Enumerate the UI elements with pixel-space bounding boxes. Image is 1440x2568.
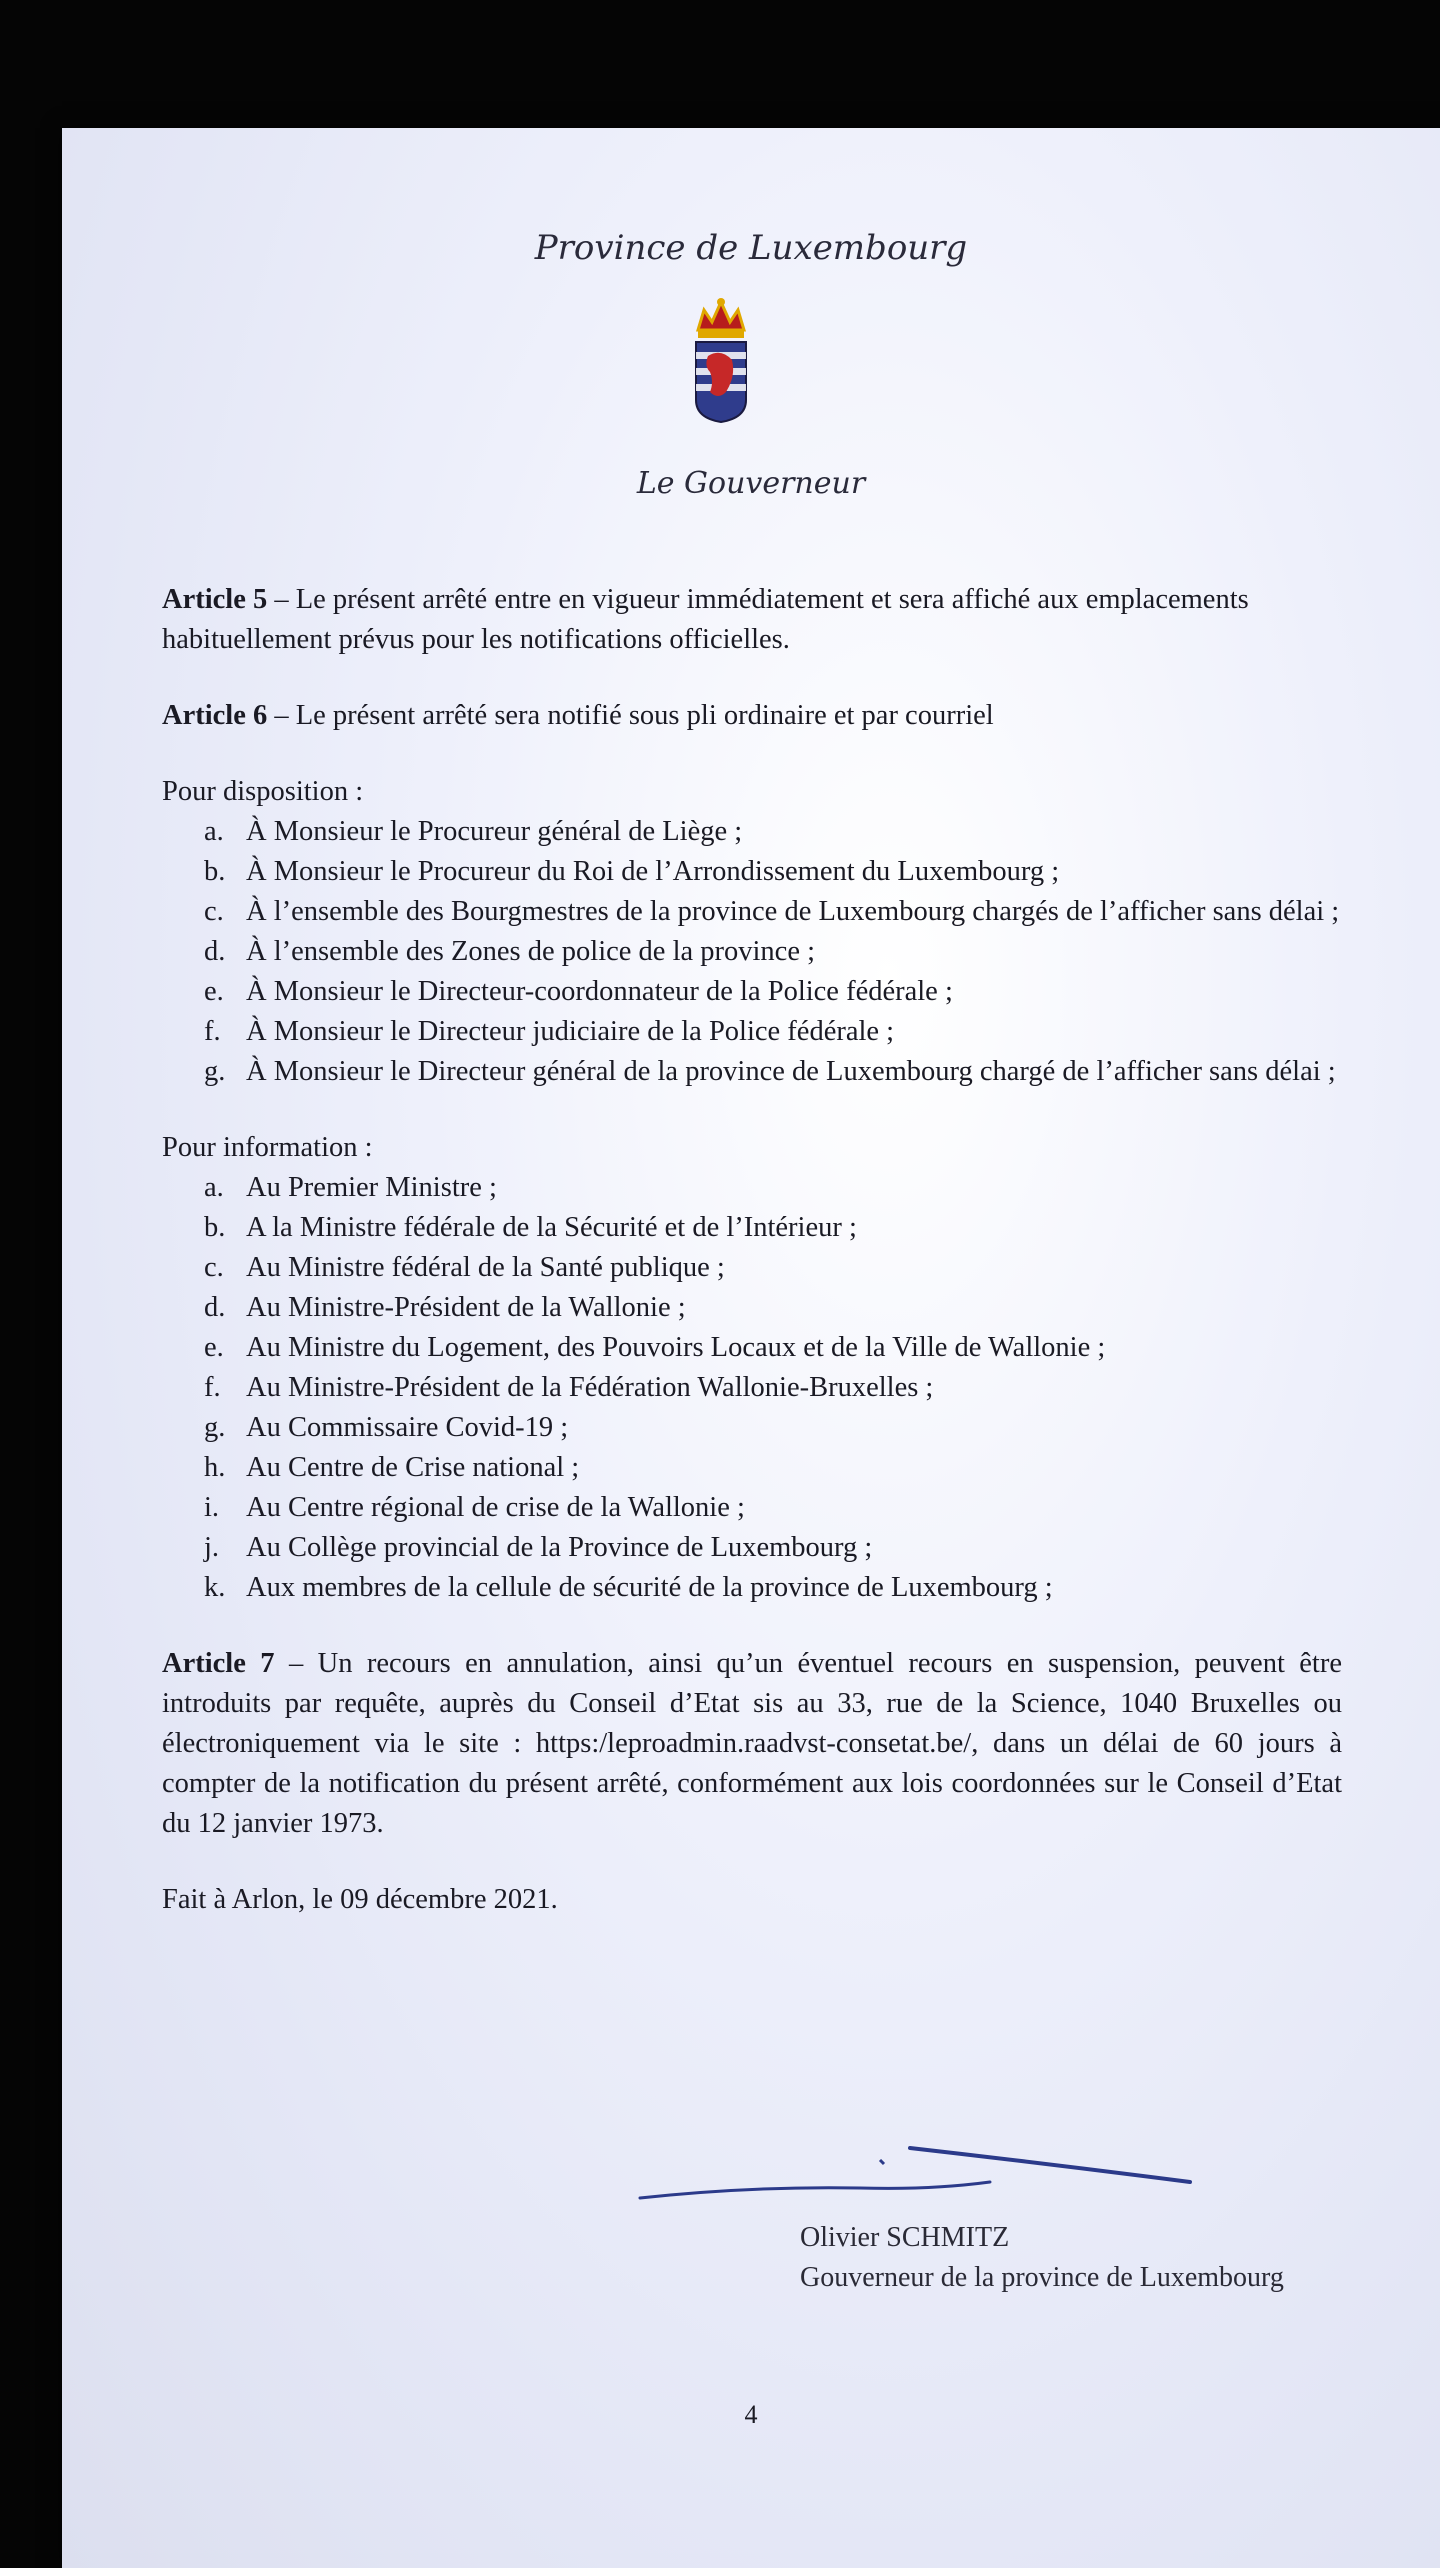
page-number: 4 bbox=[744, 2400, 758, 2429]
list-item bbox=[204, 892, 1342, 932]
article-6-label: Article 6 bbox=[162, 700, 268, 731]
list-item bbox=[204, 972, 1342, 1012]
list-letter: e. bbox=[204, 976, 224, 1007]
list-item bbox=[204, 1448, 1342, 1488]
list-letter: g. bbox=[204, 1412, 226, 1443]
article-6 bbox=[162, 696, 1342, 736]
article-5 bbox=[162, 580, 1342, 660]
closing-line: Fait à Arlon, le 09 décembre 2021. bbox=[162, 1884, 558, 1915]
disposition-list bbox=[162, 812, 1342, 1092]
information-list bbox=[162, 1168, 1342, 1608]
list-text: À Monsieur le Procureur du Roi de l’Arrondissement du Luxembourg ; bbox=[246, 856, 1060, 887]
document-page bbox=[62, 128, 1440, 2568]
disposition-title: Pour disposition : bbox=[162, 776, 364, 807]
governor-heading: Le Gouverneur bbox=[636, 466, 866, 501]
list-text: À Monsieur le Directeur judiciaire de la Police fédérale ; bbox=[246, 1016, 895, 1047]
list-text: Au Ministre fédéral de la Santé publique ; bbox=[246, 1252, 725, 1283]
list-item bbox=[204, 932, 1342, 972]
list-letter: f. bbox=[204, 1372, 221, 1403]
list-item bbox=[204, 812, 1342, 852]
article-7-text: – Un recours en annulation, ainsi qu’un éventuel recours en suspension, peuvent être introduits par requête, auprès du Conseil d’Etat sis au 33, rue de la Science, 1040 Bruxelles ou électroniquement via le site : https:/leproadmin.raadvst-consetat.be/, dans un délai de 60 jours à compter de la notification du présent arrêté, conformément aux lois coordonnées sur le Conseil d’Etat du 12 janvier 1973. bbox=[162, 1648, 1342, 1839]
province-heading: Province de Luxembourg bbox=[534, 228, 968, 268]
list-item bbox=[204, 852, 1342, 892]
list-text: Aux membres de la cellule de sécurité de la province de Luxembourg ; bbox=[246, 1572, 1053, 1603]
list-letter: b. bbox=[204, 856, 226, 887]
list-text: Au Centre régional de crise de la Wallonie ; bbox=[246, 1492, 745, 1523]
list-item bbox=[204, 1052, 1342, 1092]
signatory-title: Gouverneur de la province de Luxembourg bbox=[800, 2262, 1284, 2293]
list-letter: b. bbox=[204, 1212, 226, 1243]
list-letter: g. bbox=[204, 1056, 226, 1087]
article-5-text: – Le présent arrêté entre en vigueur immédiatement et sera affiché aux emplacements habituellement prévus pour les notifications officielles. bbox=[162, 584, 1249, 655]
list-text: Au Premier Ministre ; bbox=[246, 1172, 497, 1203]
coat-of-arms-icon bbox=[688, 296, 754, 424]
list-item bbox=[204, 1488, 1342, 1528]
list-text: À Monsieur le Procureur général de Liège ; bbox=[246, 816, 743, 847]
list-letter: k. bbox=[204, 1572, 226, 1603]
list-letter: d. bbox=[204, 1292, 226, 1323]
article-5-label: Article 5 bbox=[162, 584, 268, 615]
list-text: A la Ministre fédérale de la Sécurité et de l’Intérieur ; bbox=[246, 1212, 857, 1243]
list-letter: d. bbox=[204, 936, 226, 967]
list-letter: e. bbox=[204, 1332, 224, 1363]
information-title: Pour information : bbox=[162, 1132, 373, 1163]
list-letter: h. bbox=[204, 1452, 226, 1483]
list-item bbox=[204, 1568, 1342, 1608]
handwritten-signature-icon bbox=[630, 2138, 1250, 2218]
article-7 bbox=[162, 1644, 1342, 1844]
list-text: Au Ministre-Président de la Wallonie ; bbox=[246, 1292, 686, 1323]
list-letter: c. bbox=[204, 1252, 224, 1283]
list-letter: a. bbox=[204, 1172, 224, 1203]
list-item bbox=[204, 1408, 1342, 1448]
list-text: Au Centre de Crise national ; bbox=[246, 1452, 580, 1483]
list-letter: f. bbox=[204, 1016, 221, 1047]
list-text: À l’ensemble des Zones de police de la province ; bbox=[246, 936, 816, 967]
list-text: À Monsieur le Directeur-coordonnateur de la Police fédérale ; bbox=[246, 976, 953, 1007]
list-item bbox=[204, 1528, 1342, 1568]
list-letter: i. bbox=[204, 1492, 220, 1523]
list-text: À l’ensemble des Bourgmestres de la province de Luxembourg chargés de l’afficher sans délai ; bbox=[246, 896, 1340, 927]
list-item bbox=[204, 1288, 1342, 1328]
article-6-text: – Le présent arrêté sera notifié sous pli ordinaire et par courriel bbox=[267, 700, 994, 731]
list-letter: a. bbox=[204, 816, 224, 847]
article-7-label: Article 7 bbox=[162, 1648, 275, 1679]
list-text: Au Collège provincial de la Province de Luxembourg ; bbox=[246, 1532, 873, 1563]
list-text: Au Commissaire Covid-19 ; bbox=[246, 1412, 569, 1443]
list-letter: c. bbox=[204, 896, 224, 927]
list-item bbox=[204, 1012, 1342, 1052]
document-body bbox=[162, 580, 1342, 1956]
list-item bbox=[204, 1368, 1342, 1408]
list-item bbox=[204, 1328, 1342, 1368]
list-text: Au Ministre du Logement, des Pouvoirs Locaux et de la Ville de Wallonie ; bbox=[246, 1332, 1106, 1363]
list-text: Au Ministre-Président de la Fédération Wallonie-Bruxelles ; bbox=[246, 1372, 934, 1403]
list-text: À Monsieur le Directeur général de la province de Luxembourg chargé de l’afficher sans délai ; bbox=[246, 1056, 1336, 1087]
signatory-name: Olivier SCHMITZ bbox=[800, 2222, 1010, 2253]
list-item bbox=[204, 1248, 1342, 1288]
list-item bbox=[204, 1208, 1342, 1248]
list-item bbox=[204, 1168, 1342, 1208]
list-letter: j. bbox=[204, 1532, 220, 1563]
